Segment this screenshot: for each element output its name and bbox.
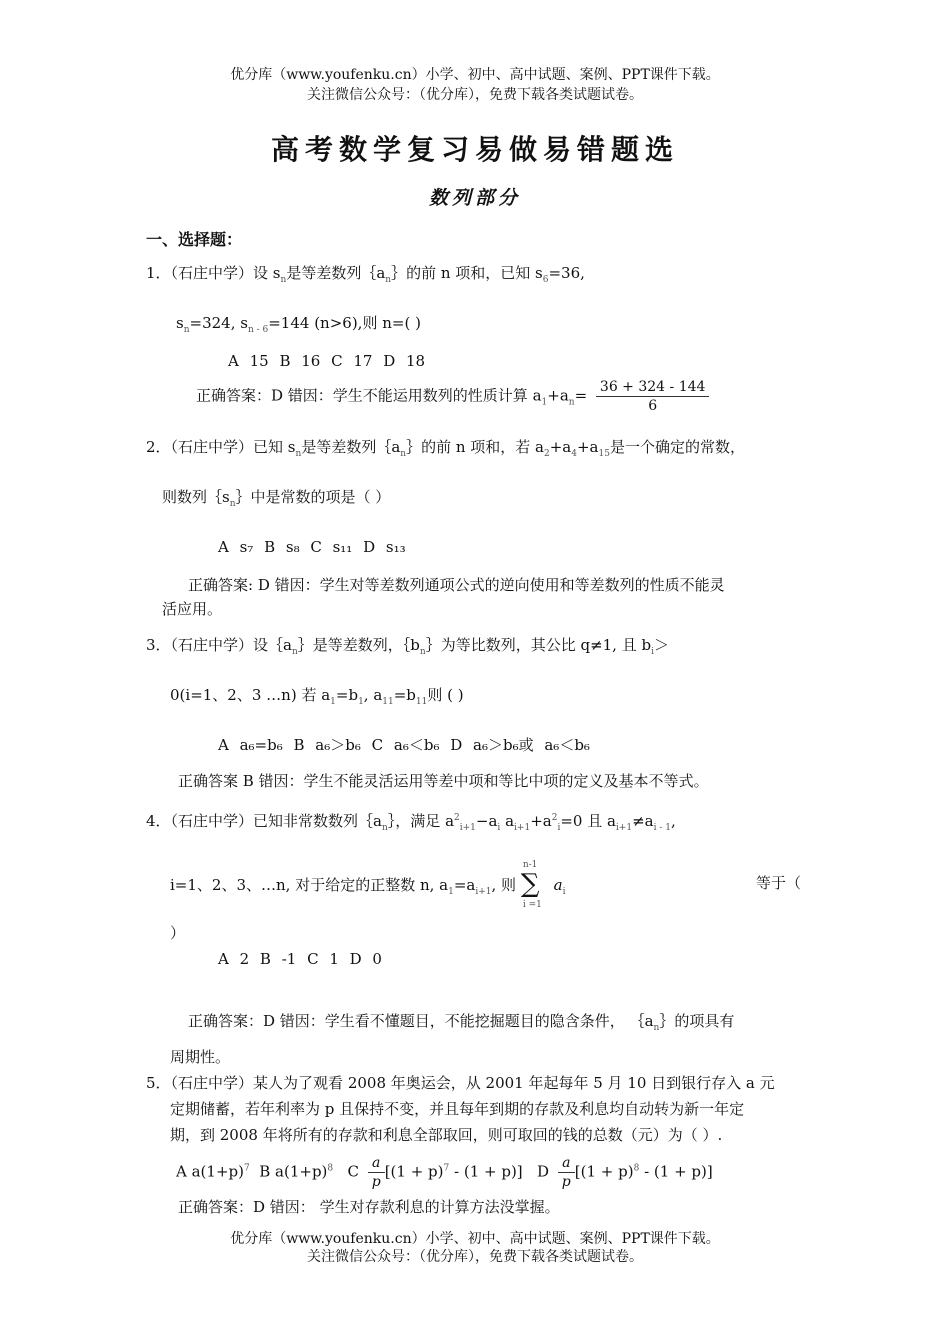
q3-line-2: 0(i=1、2、3 …n) 若 $a_1=b_1$, $a_{11}=b_{11}$则 ( ) — [170, 686, 464, 707]
q5-line-2: 定期储蓄，若年利率为 p 且保持不变，并且每年到期的存款及利息均自动转为新一年定 — [170, 1100, 745, 1118]
q5-line-3: 期，到 2008 年将所有的存款和利息全部取回，则可取回的钱的总数（元）为（ ）. — [170, 1126, 723, 1144]
q1-options: A 15 B 16 C 17 D 18 — [228, 352, 426, 370]
page-title: 高考数学复习易做易错题选 — [270, 133, 679, 166]
q2-line-1: 2．（石庄中学）已知 $s_n$是等差数列$\{a_n\}$的前 n 项和，若 $a_2+a_4+a_{15}$是一个确定的常数， — [146, 438, 745, 459]
q4-answer-line-2: 周期性。 — [170, 1048, 231, 1066]
header-line-2: 关注微信公众号：（优分库），免费下载各类试题试卷。 — [307, 87, 643, 103]
page-subtitle: 数列部分 — [428, 187, 521, 209]
q1-answer: 正确答案：D 错因：学生不能运用数列的性质计算 $a_1+a_n=$ $\frac{36 + 324 - 144}{6}$ — [196, 378, 709, 415]
q5-answer: 正确答案：D 错因： 学生对存款利息的计算方法没掌握。 — [178, 1198, 560, 1216]
sum-symbol: n-1 ∑ i =1 — [520, 860, 542, 910]
q5-line-1: 5．（石庄中学）某人为了观看 2008 年奥运会，从 2001 年起每年 5 月 10 日到银行存入 a 元 — [146, 1074, 775, 1092]
q4-line-3: ） — [170, 924, 186, 942]
q1-line-1: 1．（石庄中学）设 $s_n$是等差数列$\{a_n\}$的前 n 项和，已知 $s_6=36$, — [146, 264, 585, 285]
q1-answer-fraction: $\frac{36 + 324 - 144}{6}$ — [596, 378, 710, 415]
q4-line-2-end: 等于（ — [756, 874, 802, 892]
q3-answer: 正确答案 B 错因：学生不能灵活运用等差中项和等比中项的定义及基本不等式。 — [178, 772, 709, 790]
q2-answer-line-2: 活应用。 — [162, 600, 223, 618]
q2-line-2: 则数列$\{s_n\}$中是常数的项是（ ） — [162, 488, 391, 509]
section-heading: 一、选择题： — [146, 230, 243, 249]
q3-line-1: 3．（石庄中学）设$\{a_n\}$是等差数列，$\{b_n\}$为等比数列，其公比 q≠1, 且 $b_i>$ — [146, 636, 669, 657]
footer-line-1: 优分库（www.youfenku.cn）小学、初中、高中试题、案例、PPT课件下载。 — [230, 1231, 720, 1247]
header-line-1: 优分库（www.youfenku.cn）小学、初中、高中试题、案例、PPT课件下载。 — [230, 67, 720, 83]
q3-options: A a₆=b₆ B a₆＞b₆ C a₆＜b₆ D a₆＞b₆或 a₆＜b₆ — [218, 736, 590, 754]
q2-answer-line-1: 正确答案: D 错因：学生对等差数列通项公式的逆向使用和等差数列的性质不能灵 — [188, 576, 725, 594]
q4-options: A 2 B -1 C 1 D 0 — [218, 950, 382, 968]
q4-line-2: i=1、2、3、…n, 对于给定的正整数 n, $a_1=a_{i+1}$, 则 n-1 ∑ i =1 $a_i$ — [170, 860, 566, 910]
q4-answer-line-1: 正确答案：D 错因：学生看不懂题目，不能挖掘题目的隐含条件， $\{a_n\}$的项具有 — [188, 1012, 735, 1033]
q5-option-c-fraction: $\frac{a}{p}$ — [368, 1154, 385, 1191]
q4-line-1: 4．（石庄中学）已知非常数数列$\{a_n\}$，满足 $a^2_{i+1}-a_i$ $a_{i+1}+a^2_i=0$ 且 $a_{i+1}\ne a_{i - 1}$, — [146, 812, 676, 833]
footer-line-2: 关注微信公众号：（优分库），免费下载各类试题试卷。 — [307, 1249, 643, 1265]
q1-line-2: $s_n=324$, $s_{n - 6}=144$ (n>6),则 n=( ) — [176, 314, 421, 335]
q2-options: A s₇ B s₈ C s₁₁ D s₁₃ — [218, 538, 406, 556]
q5-options: A $a(1+p)^7$ B $a(1+p)^8$ C $\frac{a}{p}$ $[(1 + p)^7 - (1 + p)]$ D $\frac{a}{p}$ $[(1 + p)^8 - (1 + p)]$ — [176, 1155, 713, 1191]
q5-option-d-fraction: $\frac{a}{p}$ — [558, 1154, 575, 1191]
